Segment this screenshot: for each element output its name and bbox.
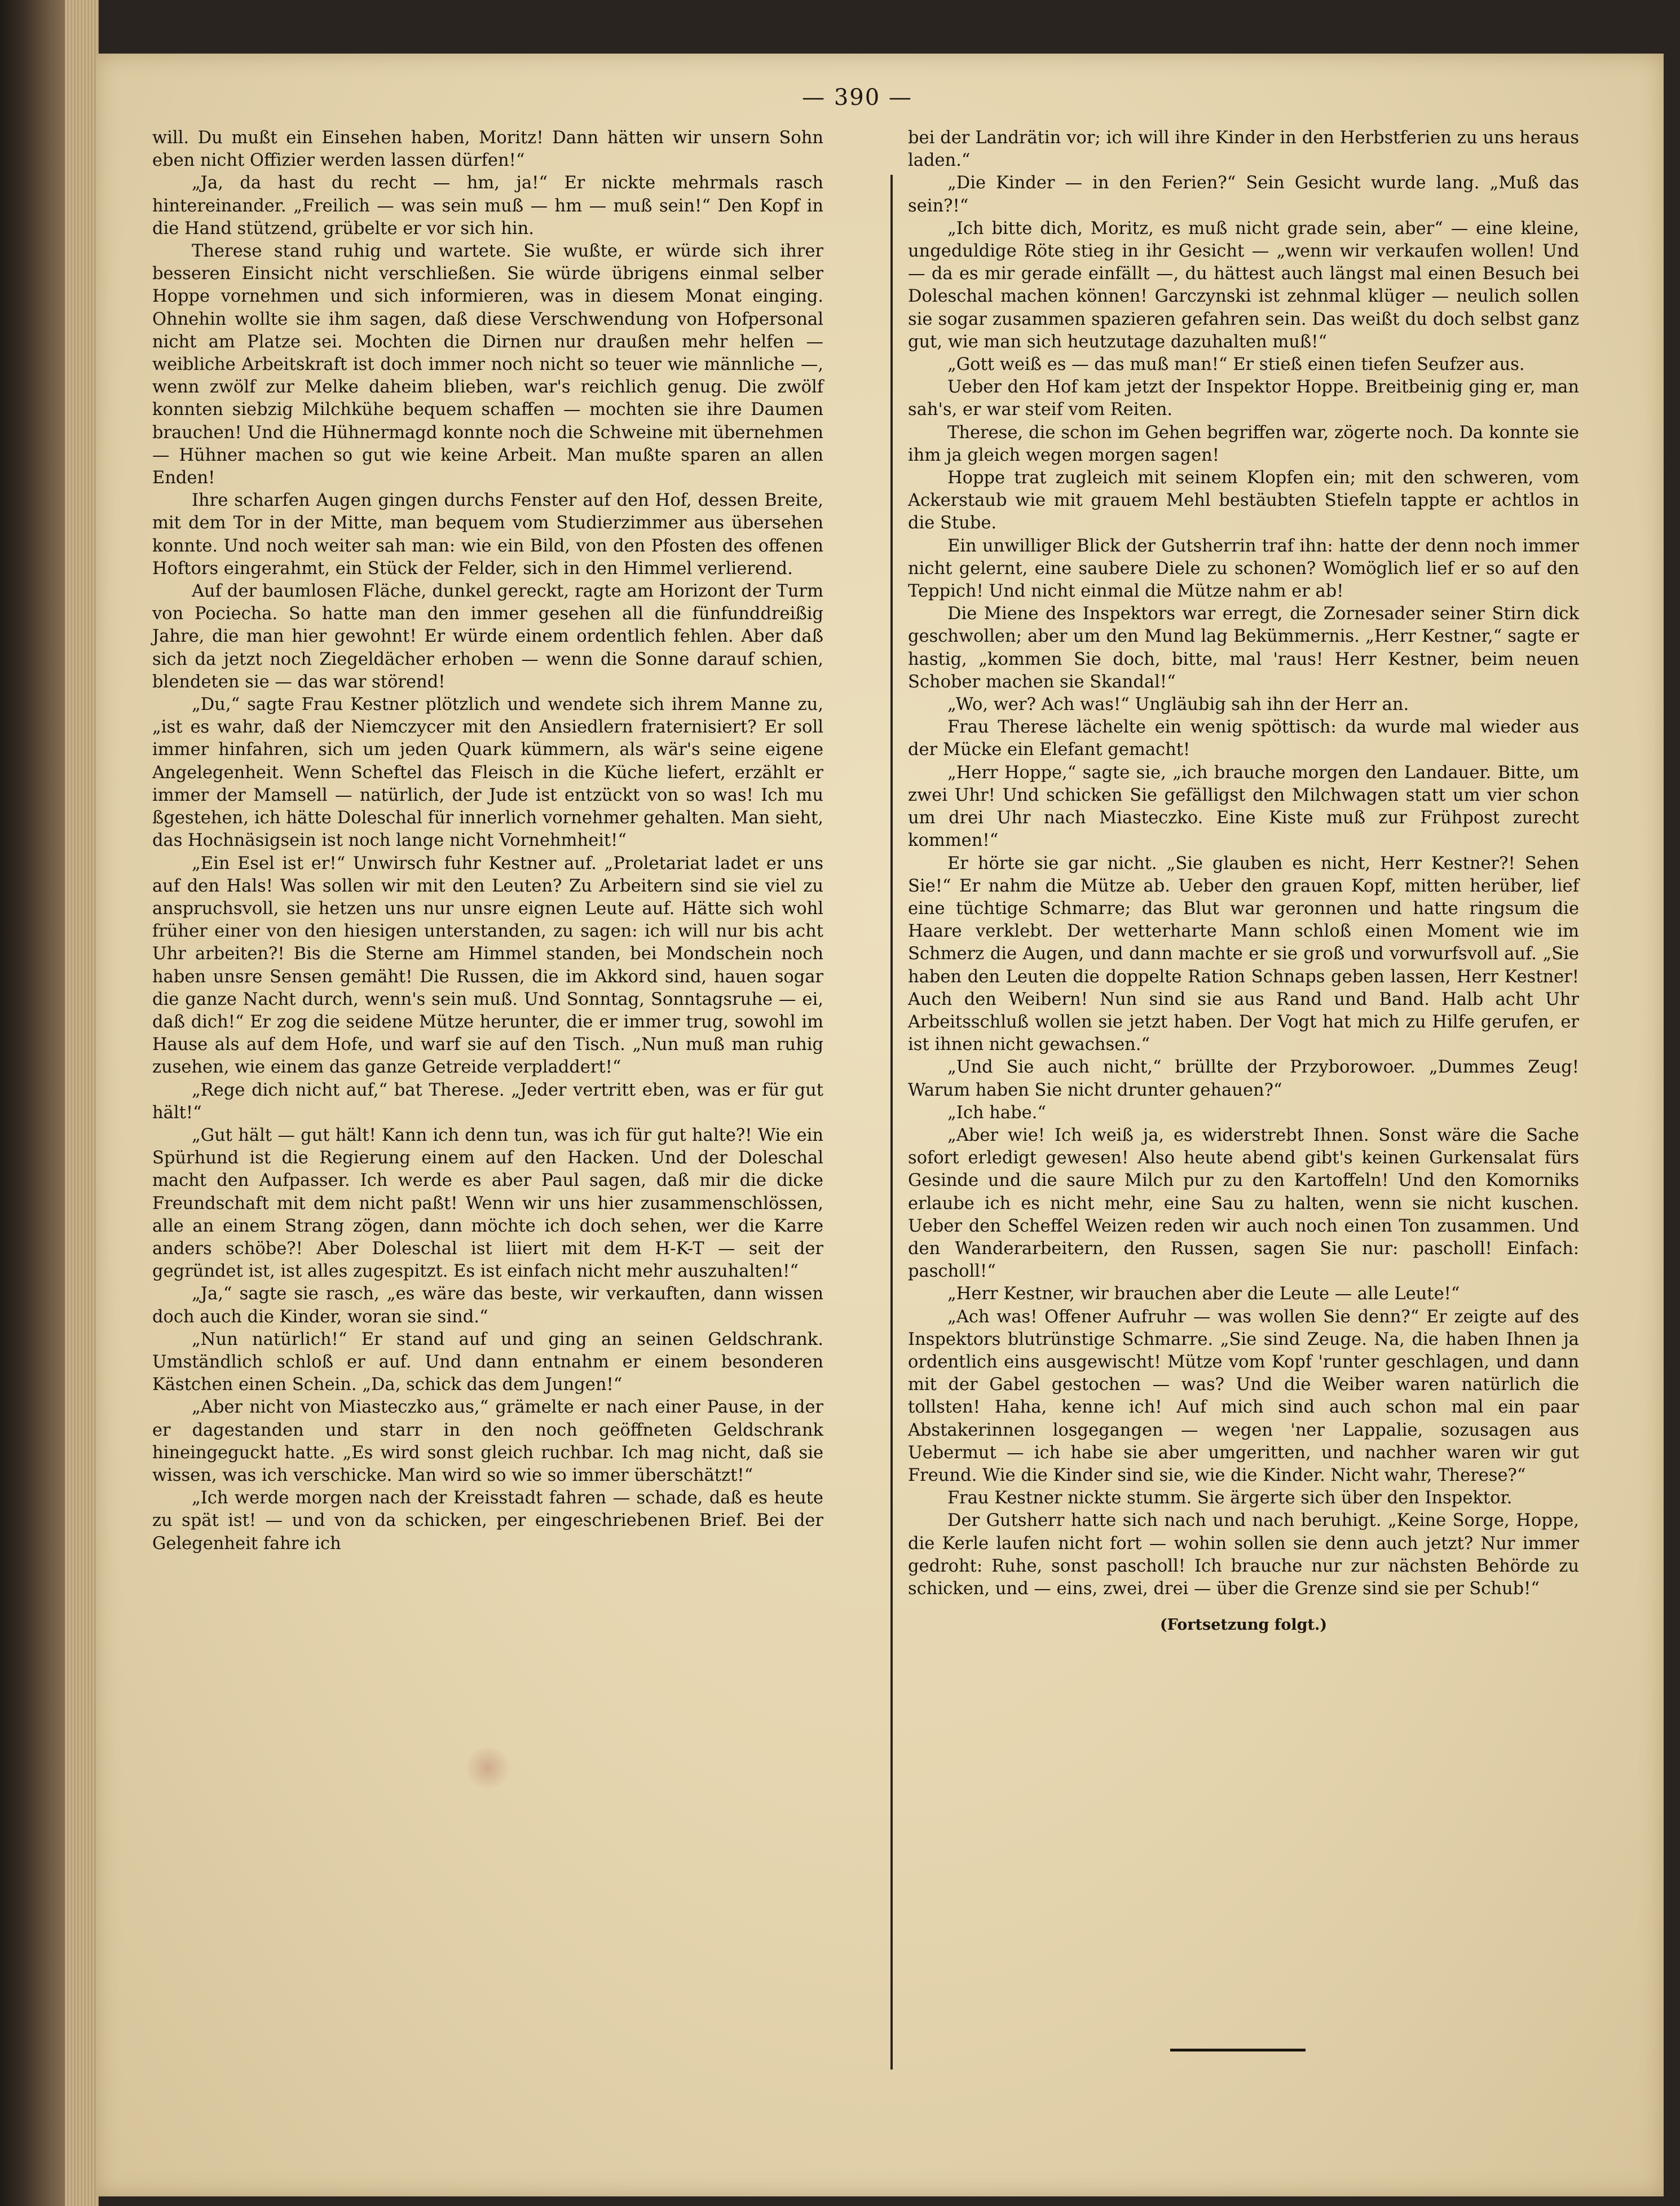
paragraph: „Ja, da hast du recht — hm, ja!“ Er nickte mehrmals rasch hintereinander. „Freilich — was sein muß — hm — muß sein!“ Den Kopf in die Hand stützend, grübelte er vor sich hin. xyxy=(152,173,823,239)
paragraph: „Die Kinder — in den Ferien?“ Sein Gesicht wurde lang. „Muß das sein?!“ xyxy=(908,173,1579,216)
paragraph: „Herr Hoppe,“ sagte sie, „ich brauche morgen den Landauer. Bitte, um zwei Uhr! Und schicken Sie gefälligst den Milchwagen statt um vier schon um drei Uhr nach Miasteczko. Eine Kiste muß zur Frühpost zurecht kommen!“ xyxy=(908,762,1579,851)
paragraph: Die Miene des Inspektors war erregt, die Zornesader seiner Stirn dick geschwollen; aber um den Mund lag Bekümmernis. „Herr Kestner,“ sagte er hastig, „kommen Sie doch, bitte, mal 'raus! Herr Kestner, beim neuen Schober machen sie Skandal!“ xyxy=(908,604,1579,692)
left-column xyxy=(152,127,823,1555)
paragraph: „Gut hält — gut hält! Kann ich denn tun, was ich für gut halte?! Wie ein Spürhund ist die Regierung einem auf den Hacken. Und der Doleschal macht den Aufpasser. Ich werde es aber Paul sagen, daß mir die dicke Freundschaft mit dem nicht paßt! Wenn wir uns hier zusammenschlössen, alle an einem Strang zögen, dann möchte ich doch sehen, wer die Karre anders schöbe?! Aber Doleschal ist liiert mit dem H-K-T — seit der gegründet ist, ist alles zugespitzt. Es ist einfach nicht mehr auszuhalten!“ xyxy=(152,1125,823,1282)
paragraph: Auf der baumlosen Fläche, dunkel gereckt, ragte am Horizont der Turm von Pociecha. So hatte man den immer gesehen all die fünfunddreißig Jahre, die man hier gewohnt! Er würde einem ordentlich fehlen. Aber daß sich da jetzt noch Ziegeldächer erhoben — wenn die Sonne darauf schien, blendeten sie — das war störend! xyxy=(152,581,823,692)
paragraph: Hoppe trat zugleich mit seinem Klopfen ein; mit den schweren, vom Ackerstaub wie mit grauem Mehl bestäubten Stiefeln tappte er achtlos in die Stube. xyxy=(908,468,1579,533)
paragraph: Therese, die schon im Gehen begriffen war, zögerte noch. Da konnte sie ihm ja gleich wegen morgen sagen! xyxy=(908,422,1579,465)
book-binding xyxy=(0,0,68,2206)
paragraph: Ueber den Hof kam jetzt der Inspektor Hoppe. Breitbeinig ging er, man sah's, er war steif vom Reiten. xyxy=(908,377,1579,420)
paragraph: bei der Landrätin vor; ich will ihre Kinder in den Herbstferien zu uns heraus laden.“ xyxy=(908,128,1579,171)
paragraph: Frau Kestner nickte stumm. Sie ärgerte sich über den Inspektor. xyxy=(947,1488,1513,1508)
paragraph: „Ja,“ sagte sie rasch, „es wäre das beste, wir verkauften, dann wissen doch auch die Kinder, woran sie sind.“ xyxy=(152,1284,823,1327)
page-edges xyxy=(65,0,99,2206)
paragraph: „Rege dich nicht auf,“ bat Therese. „Jeder vertritt eben, was er für gut hält!“ xyxy=(152,1080,823,1123)
paragraph: „Ich werde morgen nach der Kreisstadt fahren — schade, daß es heute zu spät ist! — und von da schicken, per eingeschriebenen Brief. Bei der Gelegenheit fahre ich xyxy=(152,1488,823,1554)
continuation-note: (Fortsetzung folgt.) xyxy=(1159,1616,1328,1634)
page-number: — 390 — xyxy=(802,85,912,111)
paragraph: „Ich habe.“ xyxy=(947,1102,1046,1123)
paragraph: „Du,“ sagte Frau Kestner plötzlich und wendete sich ihrem Manne zu, „ist es wahr, daß der Niemczycer mit den Ansiedlern fraternisiert? Er soll immer hinfahren, sich um jeden Quark kümmern, als wär's seine eigene Angelegenheit. Wenn Scheftel das Fleisch in die Küche liefert, erzählt er immer der Mamsell — natürlich, der Jude ist entzückt von so was! Ich mu ßgestehen, ich hätte Doleschal für innerlich vornehmer gehalten. Man sieht, das Hochnäsigsein ist noch lange nicht Vornehmheit!“ xyxy=(152,695,823,851)
paragraph: „Wo, wer? Ach was!“ Ungläubig sah ihn der Herr an. xyxy=(947,695,1409,715)
paragraph: „Gott weiß es — das muß man!“ Er stieß einen tiefen Seufzer aus. xyxy=(947,355,1525,375)
column-divider xyxy=(890,175,893,2070)
end-rule xyxy=(1170,2049,1306,2051)
paragraph: „Herr Kestner, wir brauchen aber die Leute — alle Leute!“ xyxy=(947,1284,1460,1304)
paragraph: „Ein Esel ist er!“ Unwirsch fuhr Kestner auf. „Proletariat ladet er uns auf den Hals! Was sollen wir mit den Leuten? Zu Arbeitern sind sie viel zu anspruchsvoll, sie hetzen uns nur unsre eignen Leute auf. Hätte sich wohl früher einer von den hiesigen unterstanden, zu sagen: ich will nur bis acht Uhr arbeiten?! Bis die Sterne am Himmel standen, bei Mondschein noch haben unsre Sensen gemäht! Die Russen, die im Akkord sind, hauen sogar die ganze Nacht durch, wenn's sein muß. Und Sonntag, Sonntagsruhe — ei, daß dich!“ Er zog die seidene Mütze herunter, die er immer trug, sowohl im Hause als auf dem Hofe, und warf sie auf den Tisch. „Nun muß man ruhig zusehen, wie einem das ganze Getreide verpladdert!“ xyxy=(152,853,823,1078)
paragraph: „Nun natürlich!“ Er stand auf und ging an seinen Geldschrank. Umständlich schloß er auf. Und dann entnahm er einem besonderen Kästchen einen Schein. „Da, schick das dem Jungen!“ xyxy=(152,1329,823,1395)
paragraph: Ein unwilliger Blick der Gutsherrin traf ihn: hatte der denn noch immer nicht gelernt, eine saubere Diele zu schonen? Womöglich lief er so auf den Teppich! Und nicht einmal die Mütze nahm er ab! xyxy=(908,536,1579,602)
paragraph: Frau Therese lächelte ein wenig spöttisch: da wurde mal wieder aus der Mücke ein Elefant gemacht! xyxy=(908,717,1579,760)
paragraph: „Aber wie! Ich weiß ja, es widerstrebt Ihnen. Sonst wäre die Sache sofort erledigt gewesen! Also heute abend gibt's keinen Gurkensalat fürs Gesinde und die saure Milch pur zu den Kartoffeln! Und den Komorniks erlaube ich es nicht mehr, eine Sau zu halten, wenn sie nicht kuschen. Ueber den Scheffel Weizen reden wir auch noch einen Ton zusammen. Und den Wanderarbeitern, den Russen, sagen Sie nur: pascholl! Einfach: pascholl!“ xyxy=(908,1125,1579,1282)
paper-stain xyxy=(462,1748,513,1788)
paragraph: Er hörte sie gar nicht. „Sie glauben es nicht, Herr Kestner?! Sehen Sie!“ Er nahm die Mütze ab. Ueber den grauen Kopf, mitten herüber, lief eine tüchtige Schmarre; das Blut war geronnen und hatte ringsum die Haare verklebt. Der wetterharte Mann schloß einen Moment wie im Schmerz die Augen, und dann machte er sie groß und vorwurfsvoll auf. „Sie haben den Leuten die doppelte Ration Schnaps geben lassen, Herr Kestner! Auch den Weibern! Nun sind sie aus Rand und Band. Halb acht Uhr Arbeitsschluß wollen sie jetzt haben. Der Vogt hat mich zu Hilfe gerufen, er ist ihnen nicht gewachsen.“ xyxy=(908,853,1579,1055)
paragraph: will. Du mußt ein Einsehen haben, Moritz! Dann hätten wir unsern Sohn eben nicht Offizier werden lassen dürfen!“ xyxy=(152,128,823,171)
paragraph: „Ach was! Offener Aufruhr — was wollen Sie denn?“ Er zeigte auf des Inspektors blutrünstige Schmarre. „Sie sind Zeuge. Na, die haben Ihnen ja ordentlich eins ausgewischt! Mütze vom Kopf 'runter geschlagen, und dann mit der Gabel gestochen — was? Und die Weiber waren natürlich die tollsten! Haha, kenne ich! Auf mich sind auch schon mal ein paar Abstakerinnen losgegangen — wegen 'ner Lappalie, sozusagen aus Uebermut — ich habe sie aber umgeritten, und nachher waren wir gut Freund. Wie die Kinder sind sie, wie die Kinder. Nicht wahr, Therese?“ xyxy=(908,1307,1579,1485)
paragraph: Ihre scharfen Augen gingen durchs Fenster auf den Hof, dessen Breite, mit dem Tor in der Mitte, man bequem vom Studierzimmer aus übersehen konnte. Und noch weiter sah man: wie ein Bild, von den Pfosten des offenen Hoftors eingerahmt, ein Stück der Felder, sich in den Himmel verlierend. xyxy=(152,491,823,579)
right-column xyxy=(908,127,1579,1636)
paragraph: „Und Sie auch nicht,“ brüllte der Przyborowoer. „Dummes Zeug! Warum haben Sie nicht drunter gehauen?“ xyxy=(908,1057,1579,1100)
paragraph: „Aber nicht von Miasteczko aus,“ grämelte er nach einer Pause, in der er dagestanden und starr in den noch geöffneten Geldschrank hineingeguckt hatte. „Es wird sonst gleich ruchbar. Ich mag nicht, daß sie wissen, was ich verschicke. Man wird so wie so immer überschätzt!“ xyxy=(152,1397,823,1485)
paragraph: Der Gutsherr hatte sich nach und nach beruhigt. „Keine Sorge, Hoppe, die Kerle laufen nicht fort — wohin sollen sie denn auch jetzt? Nur immer gedroht: Ruhe, sonst pascholl! Ich brauche nur zur nächsten Behörde zu schicken, und — eins, zwei, drei — über die Grenze sind sie per Schub!“ xyxy=(908,1511,1579,1599)
paragraph: Therese stand ruhig und wartete. Sie wußte, er würde sich ihrer besseren Einsicht nicht verschließen. Sie würde übrigens einmal selber Hoppe vornehmen und sich informieren, was in diesem Monat einging. Ohnehin wollte sie ihm sagen, daß diese Verschwendung von Hofpersonal nicht am Platze sei. Mochten die Dirnen nur draußen mehr helfen — weibliche Arbeitskraft ist doch immer noch nicht so teuer wie männliche —, wenn zwölf zur Melke daheim blieben, war's reichlich genug. Die zwölf konnten siebzig Milchkühe bequem schaffen — mochten sie ihre Daumen brauchen! Und die Hühnermagd konnte noch die Schweine mit übernehmen — Hühner machen so gut wie keine Arbeit. Man mußte sparen an allen Enden! xyxy=(152,241,823,488)
paragraph: „Ich bitte dich, Moritz, es muß nicht grade sein, aber“ — eine kleine, ungeduldige Röte stieg in ihr Gesicht — „wenn wir verkaufen wollen! Und — da es mir gerade einfällt —, du hättest auch längst mal einen Besuch bei Doleschal machen können! Garczynski ist zehnmal klüger — neulich sollen sie sogar zusammen spazieren gefahren sein. Das weißt du doch selbst ganz gut, wie man sich heutzutage dazuhalten muß!“ xyxy=(908,218,1579,352)
